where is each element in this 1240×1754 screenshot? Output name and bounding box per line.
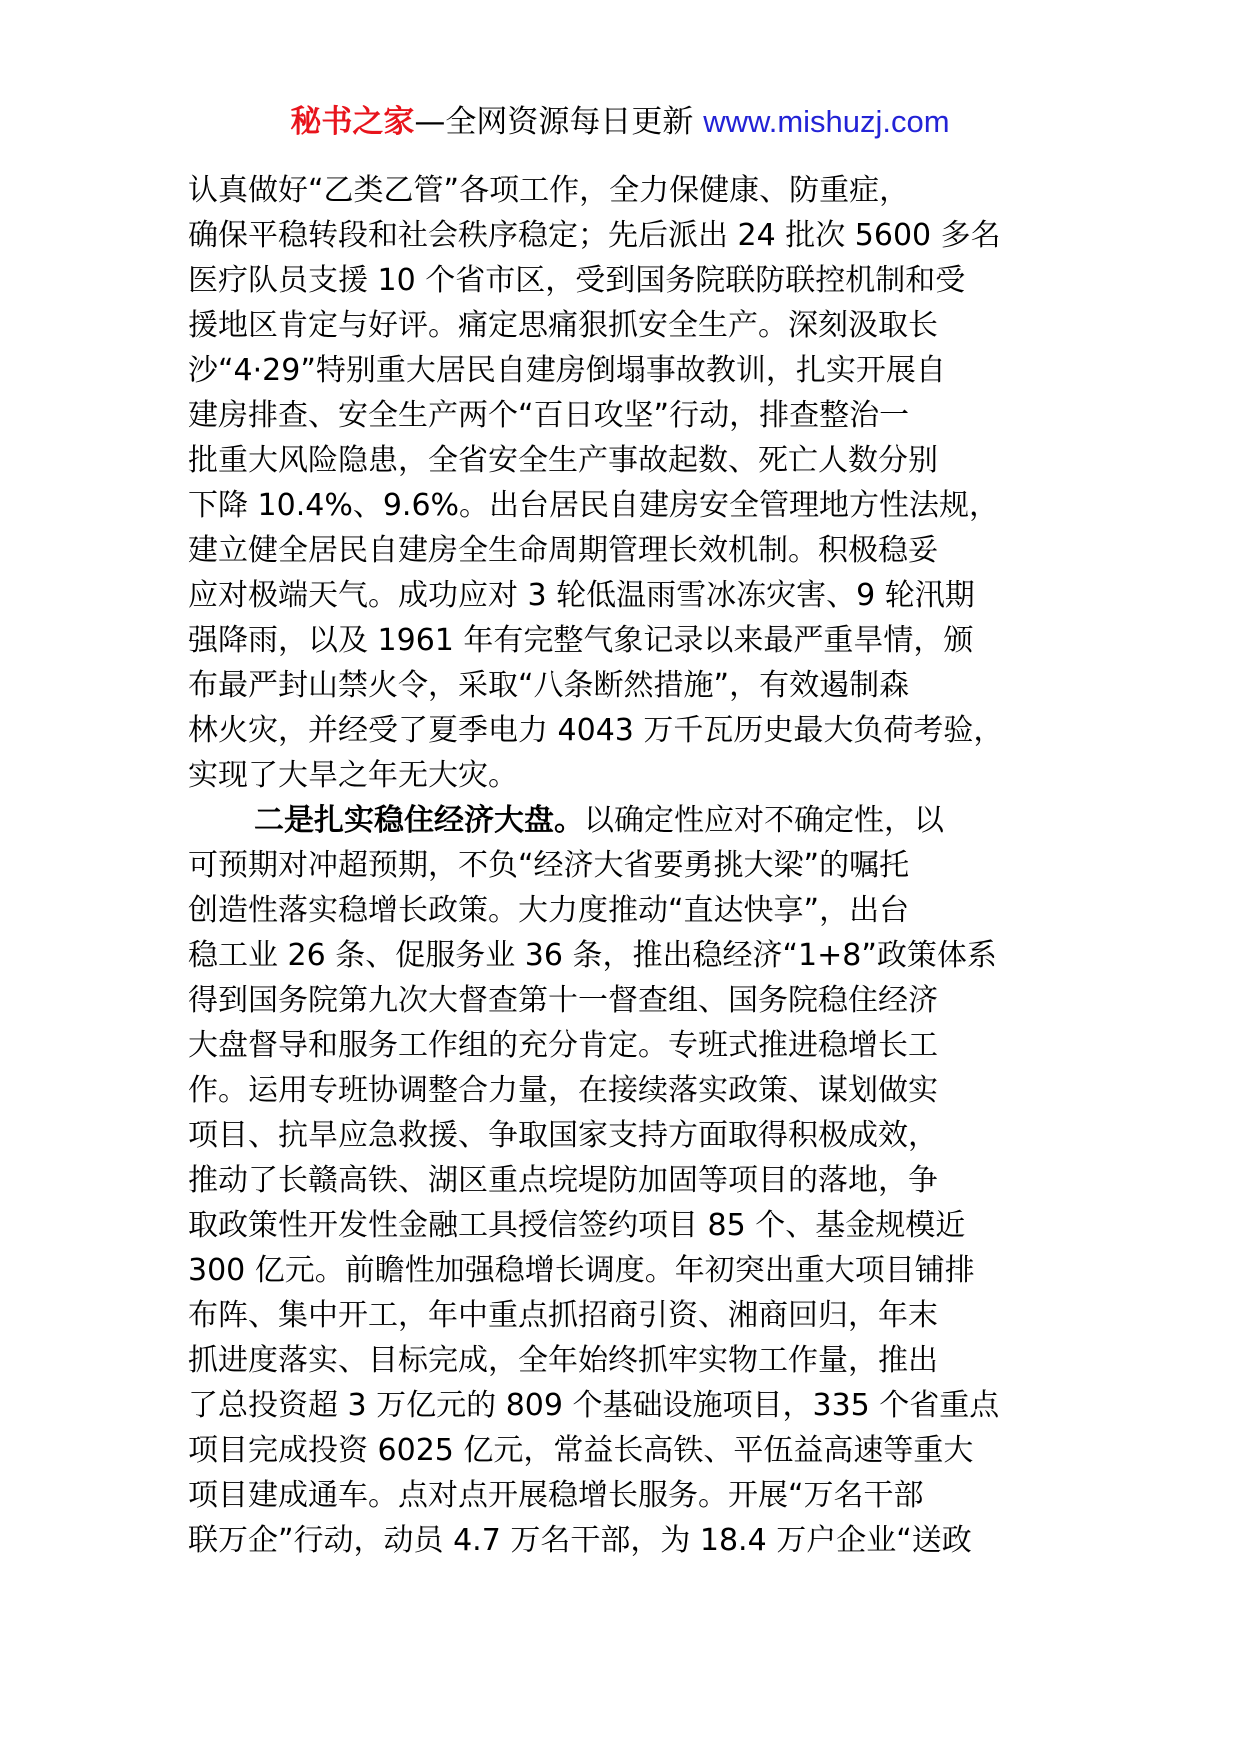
text-line: 医疗队员支援 10 个省市区，受到国务院联防联控机制和受 xyxy=(188,263,966,298)
text-line: 林火灾，并经受了夏季电力 4043 万千瓦历史最大负荷考验， xyxy=(188,713,1004,748)
text-line: 可预期对冲超预期，不负“经济大省要勇挑大梁”的嘱托 xyxy=(188,848,910,883)
text-line: 布阵、集中开工，年中重点抓招商引资、湘商回归，年末 xyxy=(188,1298,938,1333)
text-line: 认真做好“乙类乙管”各项工作，全力保健康、防重症， xyxy=(188,173,910,208)
text-line: 建房排查、安全生产两个“百日攻坚”行动，排查整治一 xyxy=(188,398,910,433)
text-line: 批重大风险隐患，全省安全生产事故起数、死亡人数分别 xyxy=(188,443,938,478)
text-line: 应对极端天气。成功应对 3 轮低温雨雪冰冻灾害、9 轮汛期 xyxy=(188,578,975,613)
header-tagline: —全网资源每日更新 xyxy=(414,104,704,140)
brand-name: 秘书之家 xyxy=(290,104,415,140)
text-line: 了总投资超 3 万亿元的 809 个基础设施项目，335 个省重点 xyxy=(188,1388,1000,1423)
text-line: 确保平稳转段和社会秩序稳定；先后派出 24 批次 5600 多名 xyxy=(188,218,1001,253)
text-line: 下降 10.4%、9.6%。出台居民自建房安全管理地方性法规， xyxy=(188,488,1000,523)
text-line: 沙“4·29”特别重大居民自建房倒塌事故教训，扎实开展自 xyxy=(188,353,946,388)
site-header xyxy=(0,102,1240,142)
paragraph-2-lead: 以确定性应对不确定性，以 xyxy=(584,803,944,838)
text-line: 创造性落实稳增长政策。大力度推动“直达快享”，出台 xyxy=(188,893,910,928)
text-line: 大盘督导和服务工作组的充分肯定。专班式推进稳增长工 xyxy=(188,1028,938,1063)
text-line: 作。运用专班协调整合力量，在接续落实政策、谋划做实 xyxy=(188,1073,938,1108)
text-line: 推动了长赣高铁、湖区重点垸堤防加固等项目的落地，争 xyxy=(188,1163,938,1198)
text-line: 强降雨，以及 1961 年有完整气象记录以来最严重旱情，颁 xyxy=(188,623,974,658)
paragraph-2-first-line xyxy=(188,798,1078,843)
text-line: 得到国务院第九次大督查第十一督查组、国务院稳住经济 xyxy=(188,983,938,1018)
text-line: 取政策性开发性金融工具授信签约项目 85 个、基金规模近 xyxy=(188,1208,966,1243)
text-line: 联万企”行动，动员 4.7 万名干部，为 18.4 万户企业“送政 xyxy=(188,1523,972,1558)
text-line: 布最严封山禁火令，采取“八条断然措施”，有效遏制森 xyxy=(188,668,910,703)
text-line: 援地区肯定与好评。痛定思痛狠抓安全生产。深刻汲取长 xyxy=(188,308,938,343)
text-line: 稳工业 26 条、促服务业 36 条，推出稳经济“1+8”政策体系 xyxy=(188,938,997,973)
document-body xyxy=(188,168,1078,1563)
text-line: 项目、抗旱应急救援、争取国家支持方面取得积极成效， xyxy=(188,1118,938,1153)
paragraph-2-heading: 二是扎实稳住经济大盘。 xyxy=(254,803,584,838)
text-line: 300 亿元。前瞻性加强稳增长调度。年初突出重大项目铺排 xyxy=(188,1253,975,1288)
text-line: 项目完成投资 6025 亿元，常益长高铁、平伍益高速等重大 xyxy=(188,1433,974,1468)
text-line: 项目建成通车。点对点开展稳增长服务。开展“万名干部 xyxy=(188,1478,924,1513)
text-line: 抓进度落实、目标完成，全年始终抓牢实物工作量，推出 xyxy=(188,1343,938,1378)
text-line: 实现了大旱之年无大灾。 xyxy=(188,758,518,793)
text-line: 建立健全居民自建房全生命周期管理长效机制。积极稳妥 xyxy=(188,533,938,568)
site-url-link[interactable]: www.mishuzj.com xyxy=(703,104,950,139)
